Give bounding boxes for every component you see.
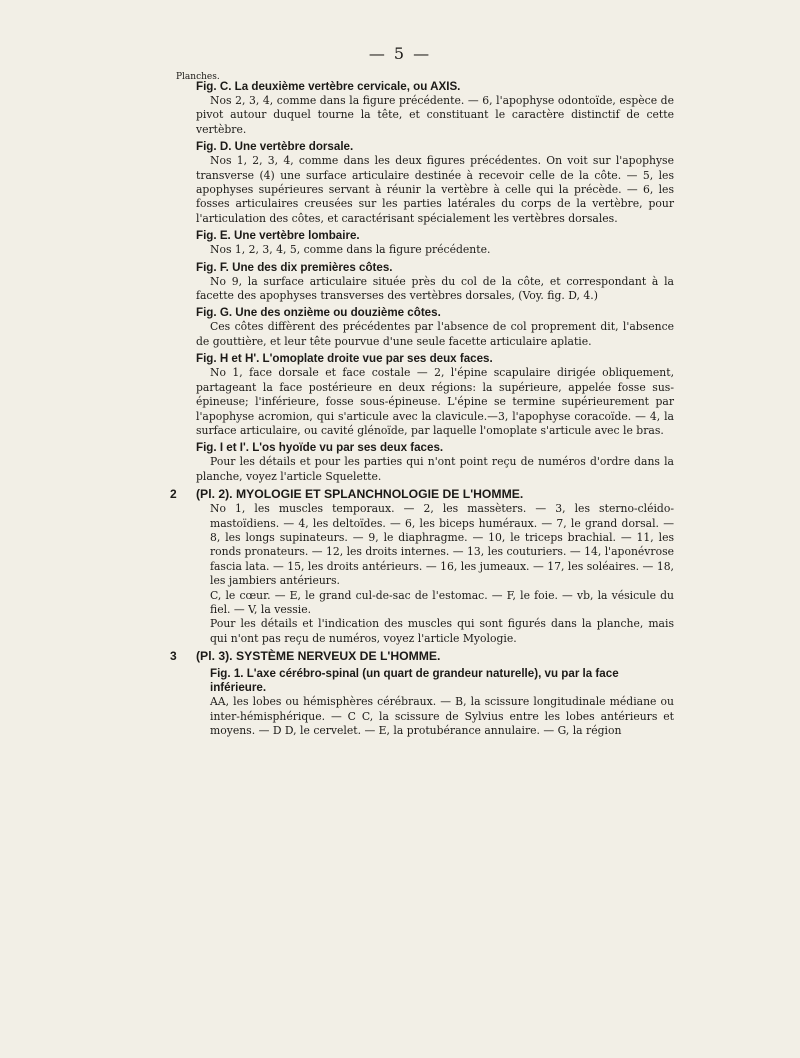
section-body <box>196 667 674 738</box>
section-paragraph: No 1, les muscles temporaux. — 2, les massèters. — 3, les sterno-cléido-mastoïdiens. — 4, les deltoïdes. — 6, les biceps huméraux. — 7, le grand dorsal. — 8, les longs supinateurs. — 9, le diaphragme. — 10, le triceps brachial. — 11, les ronds pronateurs. — 12, les droits internes. — 13, les couturiers. — 14, l'aponévrose fascia lata. — 15, les droits antérieurs. — 16, les jumeaux. — 17, les soléaires. — 18, les jambiers antérieurs. <box>210 502 674 588</box>
section-paragraph: AA, les lobes ou hémisphères cérébraux. — B, la scissure longitudinale médiane ou inter-hémisphérique. — C C, la scissure de Sylvius entre les lobes antérieurs et moyens. — D D, le cervelet. — E, la protubérance annulaire. — G, la région <box>210 695 674 737</box>
entry-fig-f <box>196 261 674 304</box>
entry-fig-e <box>196 229 674 257</box>
section-number: 2 <box>170 487 177 502</box>
entry-text: Pour les détails et pour les parties qui n'ont point reçu de numéros d'ordre dans la planche, voyez l'article Squelette. <box>196 455 674 483</box>
entry-heading: Fig. H et H'. L'omoplate droite vue par ses deux faces. <box>196 352 493 366</box>
entry-heading: Fig. D. Une vertèbre dorsale. <box>196 140 354 154</box>
section-planche-3 <box>170 649 674 738</box>
section-paragraph: Pour les détails et l'indication des muscles qui sont figurés dans la planche, mais qui n'ont pas reçu de numéros, voyez l'article Myologie. <box>210 617 674 645</box>
entry-text: No 9, la surface articulaire située près du col de la côte, et correspondant à la facette des apophyses transverses des vertèbres dorsales, (Voy. fig. D, 4.) <box>196 274 674 303</box>
entry-text: Nos 1, 2, 3, 4, 5, comme dans la figure précédente. <box>210 243 491 257</box>
entry-heading: Fig. F. Une des dix premières côtes. <box>196 260 393 274</box>
entry-heading: Fig. C. La deuxième vertèbre cervicale, ou AXIS. <box>196 80 461 93</box>
section-heading: (Pl. 3). SYSTÈME NERVEUX DE L'HOMME. <box>196 649 441 664</box>
section-body <box>196 502 674 646</box>
entry-heading: Fig. I et I'. L'os hyoïde vu par ses deux faces. <box>196 441 444 455</box>
entry-fig-i <box>196 441 674 484</box>
entry-text: Nos 2, 3, 4, comme dans la figure précédente. — 6, l'apophyse odontoïde, espèce de pivot autour duquel tourne la tête, et constituant le caractère distinctif de cette vertèbre. <box>196 94 674 136</box>
section-paragraph: C, le cœur. — E, le grand cul-de-sac de l'estomac. — F, le foie. — vb, la vésicule du fiel. — V, la vessie. <box>210 588 674 616</box>
page-number: — 5 — <box>368 44 432 63</box>
entry-text: No 1, face dorsale et face costale — 2, l'épine scapulaire dirigée obliquement, partageant la face postérieure en deux régions: la supérieure, appelée fosse sus-épineuse; l'inférieure, fosse sous-épineuse. L'épine se termine supérieurement par l'apophyse acromion, qui s'articule avec la clavicule.—3, l'apophyse coracoïde. — 4, la surface articulaire, ou cavité glénoïde, par laquelle l'omoplate s'articule avec le bras. <box>196 366 674 437</box>
entry-text: Ces côtes diffèrent des précédentes par l'absence de col proprement dit, l'absence de gouttière, et leur tête pourvue d'une seule facette articulaire aplatie. <box>196 320 674 348</box>
margin-label: Planches. <box>176 72 220 82</box>
entry-text: Nos 1, 2, 3, 4, comme dans les deux figures précédentes. On voit sur l'apophyse transverse (4) une surface articulaire destinée à recevoir celle de la côte. — 5, les apophyses supérieures servant à réunir la vertèbre à celle qui la précède. — 6, les fosses articulaires creusées sur les parties latérales du corps de la vertèbre, pour l'articulation des côtes, et caractérisant spécialement les vertèbres dorsales. <box>196 154 674 225</box>
section-heading: (Pl. 2). MYOLOGIE ET SPLANCHNOLOGIE DE L'HOMME. <box>196 487 524 502</box>
entry-fig-d <box>196 140 674 226</box>
entry-heading: Fig. E. Une vertèbre lombaire. <box>196 229 360 243</box>
entry-heading: Fig. G. Une des onzième ou douzième côtes. <box>196 306 441 320</box>
section-number: 3 <box>170 649 177 664</box>
entry-fig-g <box>196 306 674 349</box>
entry-fig-h <box>196 352 674 438</box>
entry-fig-c <box>196 80 674 137</box>
section-planche-2 <box>170 487 674 646</box>
figure-heading: Fig. 1. L'axe cérébro-spinal (un quart de grandeur naturelle), vu par la face inférieure. <box>210 667 619 695</box>
